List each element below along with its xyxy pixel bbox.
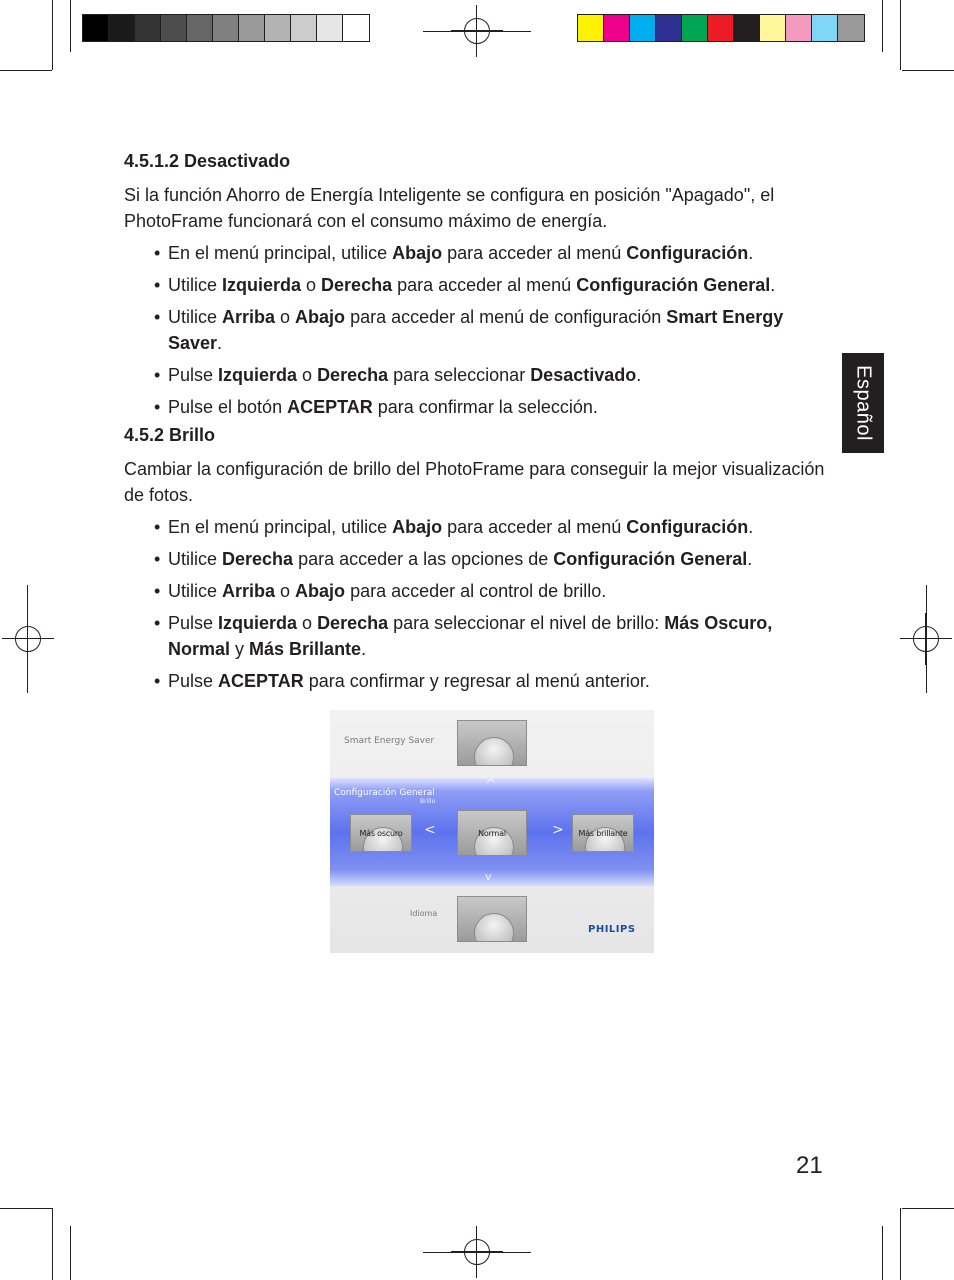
- step-item: [124, 610, 834, 662]
- step-keyword: Abajo: [392, 517, 443, 537]
- color-swatch: [135, 15, 161, 41]
- step-text: Utilice: [168, 581, 223, 601]
- step-keyword: Configuración General: [576, 275, 771, 295]
- process-color-bar: [577, 14, 865, 42]
- language-tab: [842, 353, 884, 453]
- step-text: En el menú principal, utilice: [168, 243, 393, 263]
- step-item: [124, 546, 834, 572]
- step-text: Pulse el botón: [168, 397, 288, 417]
- step-text: Pulse: [168, 365, 219, 385]
- step-keyword: Abajo: [392, 243, 443, 263]
- step-keyword: Más Oscuro,: [664, 613, 773, 633]
- step-text: o: [297, 613, 318, 633]
- color-swatch: [708, 15, 734, 41]
- step-keyword: Configuración: [626, 243, 749, 263]
- color-swatch: [291, 15, 317, 41]
- step-keyword: Configuración: [626, 517, 749, 537]
- step-keyword: Configuración General: [553, 549, 748, 569]
- crop-mark: [52, 0, 53, 70]
- gear-icon: [474, 737, 514, 766]
- step-text: Pulse: [168, 613, 219, 633]
- step-text: o: [297, 365, 318, 385]
- color-swatch: [317, 15, 343, 41]
- color-swatch: [161, 15, 187, 41]
- color-swatch: [578, 15, 604, 41]
- crop-mark: [0, 1208, 52, 1209]
- crop-mark: [926, 585, 927, 693]
- band-subtitle: Brillo: [420, 798, 436, 805]
- step-text: .: [770, 275, 776, 295]
- color-swatch: [734, 15, 760, 41]
- step-text: .: [748, 243, 754, 263]
- step-keyword: Arriba: [222, 307, 276, 327]
- step-keyword: Derecha: [317, 613, 389, 633]
- brightness-settings-screenshot: [330, 710, 654, 953]
- step-keyword: Abajo: [295, 581, 346, 601]
- steps-list-brillo: [124, 514, 834, 694]
- step-text: para acceder al control de brillo.: [345, 581, 607, 601]
- step-keyword: Desactivado: [530, 365, 637, 385]
- color-swatch: [109, 15, 135, 41]
- step-text: Utilice: [168, 307, 223, 327]
- color-swatch: [682, 15, 708, 41]
- step-item: [124, 240, 834, 266]
- color-swatch: [786, 15, 812, 41]
- manual-content: [124, 148, 834, 694]
- section-heading-desactivado: 4.5.1.2 Desactivado: [124, 151, 291, 171]
- step-text: Pulse: [168, 671, 219, 691]
- registration-mark-left: [2, 613, 54, 665]
- step-item: [124, 304, 834, 356]
- crop-mark: [900, 0, 901, 70]
- step-text: .: [747, 549, 753, 569]
- step-item: [124, 394, 834, 420]
- crop-mark: [882, 1226, 883, 1280]
- step-keyword: Normal: [168, 639, 231, 659]
- step-keyword: Izquierda: [218, 365, 298, 385]
- color-swatch: [760, 15, 786, 41]
- steps-list-desactivado: [124, 240, 834, 420]
- step-text: para seleccionar el nivel de brillo:: [388, 613, 665, 633]
- step-text: para acceder al menú: [442, 243, 627, 263]
- brightness-option-label: Normal: [478, 829, 506, 838]
- color-swatch: [656, 15, 682, 41]
- crop-mark: [70, 0, 71, 52]
- color-swatch: [213, 15, 239, 41]
- step-text: para confirmar y regresar al menú anterior.: [303, 671, 650, 691]
- step-text: .: [361, 639, 367, 659]
- step-item: [124, 668, 834, 694]
- step-keyword: Arriba: [222, 581, 276, 601]
- step-text: para confirmar la selección.: [372, 397, 598, 417]
- brightness-option-brighter[interactable]: [572, 814, 634, 852]
- step-text: o: [275, 307, 296, 327]
- section-intro-desactivado: Si la función Ahorro de Energía Inteligente se configura en posición "Apagado", el PhotoFrame funcionará con el consumo máximo de energía.: [124, 185, 775, 231]
- color-swatch: [838, 15, 864, 41]
- crop-mark: [52, 1208, 53, 1280]
- step-text: En el menú principal, utilice: [168, 517, 393, 537]
- chevron-down-icon: v: [485, 870, 492, 883]
- section-heading-brillo: 4.5.2 Brillo: [124, 425, 216, 445]
- crop-mark: [70, 1226, 71, 1280]
- brightness-option-label: Más oscuro: [359, 829, 403, 838]
- step-keyword: ACEPTAR: [218, 671, 304, 691]
- smart-energy-saver-label: Smart Energy Saver: [344, 736, 435, 746]
- step-text: .: [636, 365, 642, 385]
- step-item: [124, 514, 834, 540]
- step-text: para seleccionar: [388, 365, 531, 385]
- color-swatch: [239, 15, 265, 41]
- color-swatch: [265, 15, 291, 41]
- step-text: o: [301, 275, 322, 295]
- step-keyword: Izquierda: [222, 275, 302, 295]
- step-text: Utilice: [168, 275, 223, 295]
- crop-mark: [882, 0, 883, 52]
- step-text: .: [217, 333, 223, 353]
- step-text: para acceder a las opciones de: [293, 549, 554, 569]
- step-keyword: Abajo: [295, 307, 346, 327]
- color-swatch: [187, 15, 213, 41]
- brightness-option-label: Más brillante: [578, 829, 628, 838]
- step-text: o: [275, 581, 296, 601]
- step-keyword: Derecha: [321, 275, 393, 295]
- color-swatch: [83, 15, 109, 41]
- color-swatch: [812, 15, 838, 41]
- crop-mark: [0, 70, 52, 71]
- crop-mark: [902, 70, 954, 71]
- brightness-option-normal[interactable]: [457, 810, 527, 856]
- philips-logo: PHILIPS: [588, 924, 636, 935]
- chevron-up-icon: ^: [485, 777, 497, 793]
- brightness-option-darker[interactable]: [350, 814, 412, 852]
- step-keyword: Derecha: [317, 365, 389, 385]
- color-swatch: [343, 15, 369, 41]
- gear-icon: [474, 913, 514, 942]
- smart-energy-saver-tile: [457, 720, 527, 766]
- step-item: [124, 362, 834, 388]
- chevron-left-icon: <: [424, 822, 436, 838]
- step-keyword: Smart Energy Saver: [168, 307, 784, 353]
- step-keyword: Izquierda: [218, 613, 298, 633]
- language-menu-label: Idioma: [410, 909, 438, 918]
- language-tab-label: Español: [852, 365, 875, 441]
- crop-mark: [27, 585, 28, 693]
- page-number: 21: [796, 1152, 823, 1179]
- crop-mark: [900, 1208, 901, 1280]
- crop-mark: [423, 1252, 531, 1253]
- crop-mark: [423, 31, 531, 32]
- crop-mark: [902, 1208, 954, 1209]
- step-item: [124, 578, 834, 604]
- step-text: para acceder al menú: [392, 275, 577, 295]
- section-intro-brillo: Cambiar la configuración de brillo del PhotoFrame para conseguir la mejor visualización de fotos.: [124, 459, 825, 505]
- step-text: Utilice: [168, 549, 223, 569]
- step-item: [124, 272, 834, 298]
- step-text: y: [230, 639, 250, 659]
- step-keyword: Derecha: [222, 549, 294, 569]
- grayscale-color-bar: [82, 14, 370, 42]
- step-text: para acceder al menú: [442, 517, 627, 537]
- step-text: .: [748, 517, 754, 537]
- step-text: para acceder al menú de configuración: [345, 307, 667, 327]
- color-swatch: [604, 15, 630, 41]
- band-title: Configuración General: [334, 788, 435, 798]
- chevron-right-icon: >: [552, 822, 564, 838]
- step-keyword: Más Brillante: [249, 639, 362, 659]
- color-swatch: [630, 15, 656, 41]
- step-keyword: ACEPTAR: [287, 397, 373, 417]
- language-tile: [457, 896, 527, 942]
